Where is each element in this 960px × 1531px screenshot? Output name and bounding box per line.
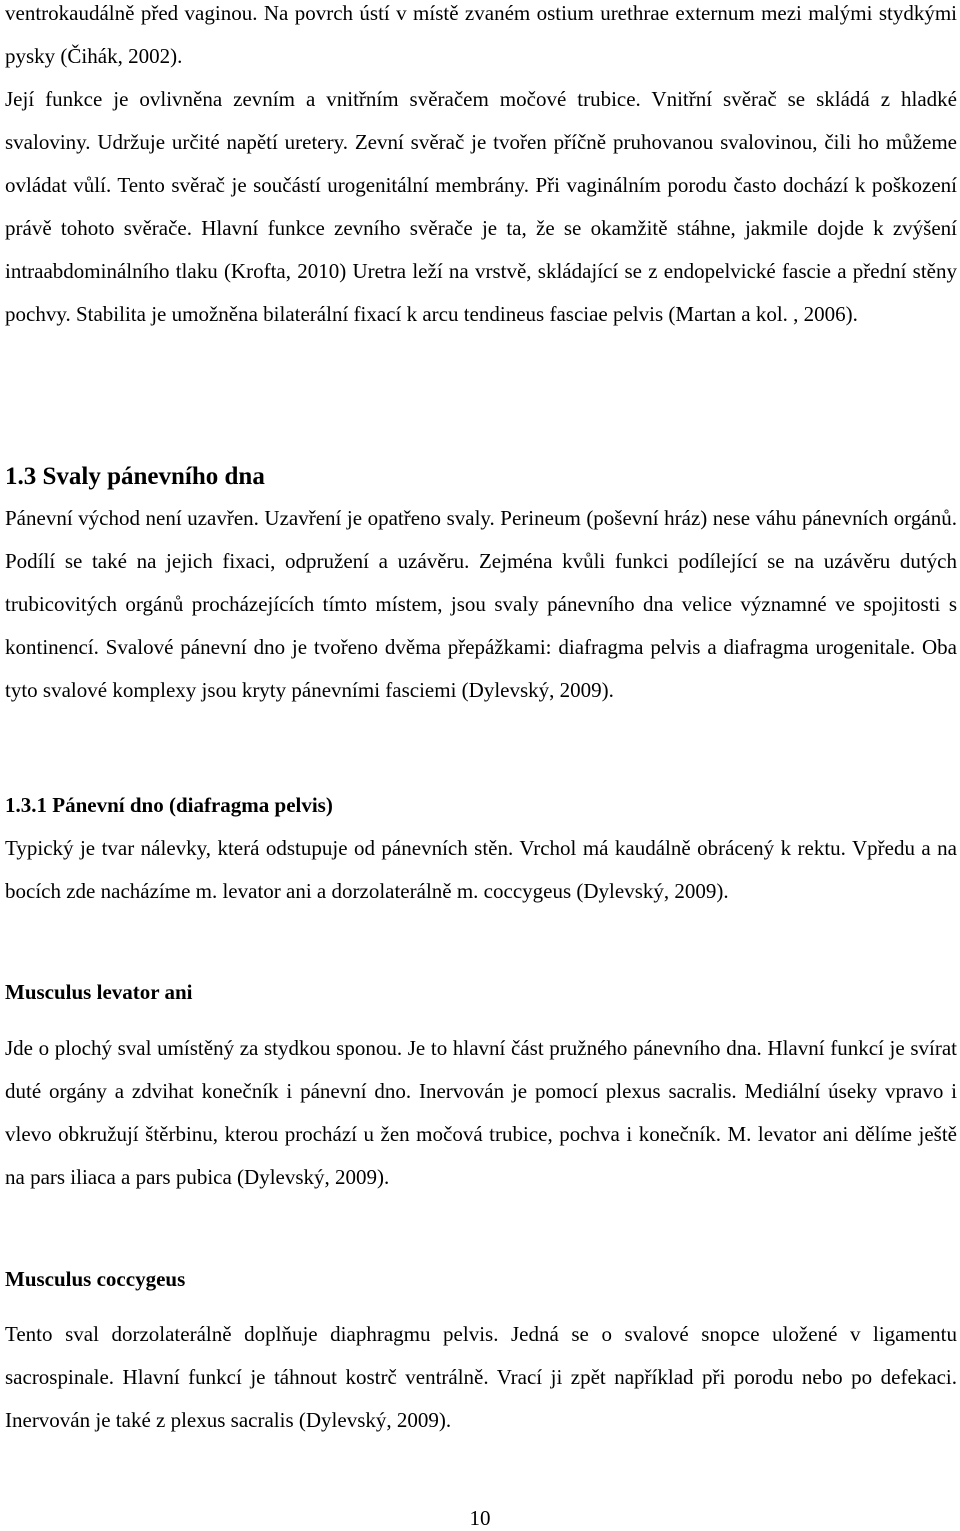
paragraph-diafragma-pelvis: Typický je tvar nálevky, která odstupuje od pánevních stěn. Vrchol má kaudálně obrácený k rektu. Vpředu a na bocích zde nacházíme m. levator ani a dorzolaterálně m. coccygeus (Dylevský, 2009).	[5, 836, 957, 903]
paragraph-coccygeus: Tento sval dorzolaterálně doplňuje diaphragmu pelvis. Jedná se o svalové snopce uložené v ligamentu sacrospinale. Hlavní funkcí je táhnout kostrč ventrálně. Vrací ji zpět například při porodu nebo po defekaci. Inervován je také z plexus sacralis (Dylevský, 2009).	[5, 1322, 957, 1432]
paragraph-pelvic-floor: Pánevní východ není uzavřen. Uzavření je opatřeno svaly. Perineum (poševní hráz) nese váhu pánevních orgánů. Podílí se také na jejich fixaci, odpružení a uzávěru. Zejména kvůli funkci podílející se na uzávěru dutých trubicovitých orgánů procházejících tímto místem, jsou svaly pánevního dna velice významné ve spojitosti s kontinencí. Svalové pánevní dno je tvořeno dvěma přepážkami: diafragma pelvis a diafragma urogenitale. Oba tyto svalové komplexy jsou kryty pánevními fasciemi (Dylevský, 2009).	[5, 506, 957, 702]
paragraph-urethra-position: ventrokaudálně před vaginou. Na povrch ústí v místě zvaném ostium urethrae externum mezi malými stydkými pysky (Čihák, 2002).	[5, 1, 957, 68]
heading-levator-ani: Musculus levator ani	[5, 980, 193, 1004]
heading-coccygeus: Musculus coccygeus	[5, 1267, 186, 1291]
paragraph-urethra-sphincters: Její funkce je ovlivněna zevním a vnitřním svěračem močové trubice. Vnitřní svěrač se skládá z hladké svaloviny. Udržuje určité napětí uretery. Zevní svěrač je tvořen příčně pruhovanou svalovinou, čili ho můžeme ovládat vůlí. Tento svěrač je součástí urogenitální membrány. Při vaginálním porodu často dochází k poškození právě tohoto svěrače. Hlavní funkce zevního svěrače je ta, že se okamžitě stáhne, jakmile dojde k zvýšení intraabdominálního tlaku (Krofta, 2010) Uretra leží na vrstvě, skládající se z endopelvické fascie a přední stěny pochvy. Stabilita je umožněna bilaterální fixací k arcu tendineus fasciae pelvis (Martan a kol. , 2006).	[5, 87, 957, 326]
paragraph-levator-ani: Jde o plochý sval umístěný za stydkou sponou. Je to hlavní část pružného pánevního dna. Hlavní funkcí je svírat duté orgány a zdvihat konečník i pánevní dno. Inervován je pomocí plexus sacralis. Mediální úseky vpravo i vlevo obkružují štěrbinu, kterou prochází u žen močová trubice, pochva i konečník. M. levator ani dělíme ještě na pars iliaca a pars pubica (Dylevský, 2009).	[5, 1036, 957, 1189]
heading-section-1-3: 1.3 Svaly pánevního dna	[5, 463, 265, 490]
document-page	[5, 0, 957, 1531]
page-number: 10	[469, 1506, 491, 1530]
heading-section-1-3-1: 1.3.1 Pánevní dno (diafragma pelvis)	[5, 793, 333, 817]
